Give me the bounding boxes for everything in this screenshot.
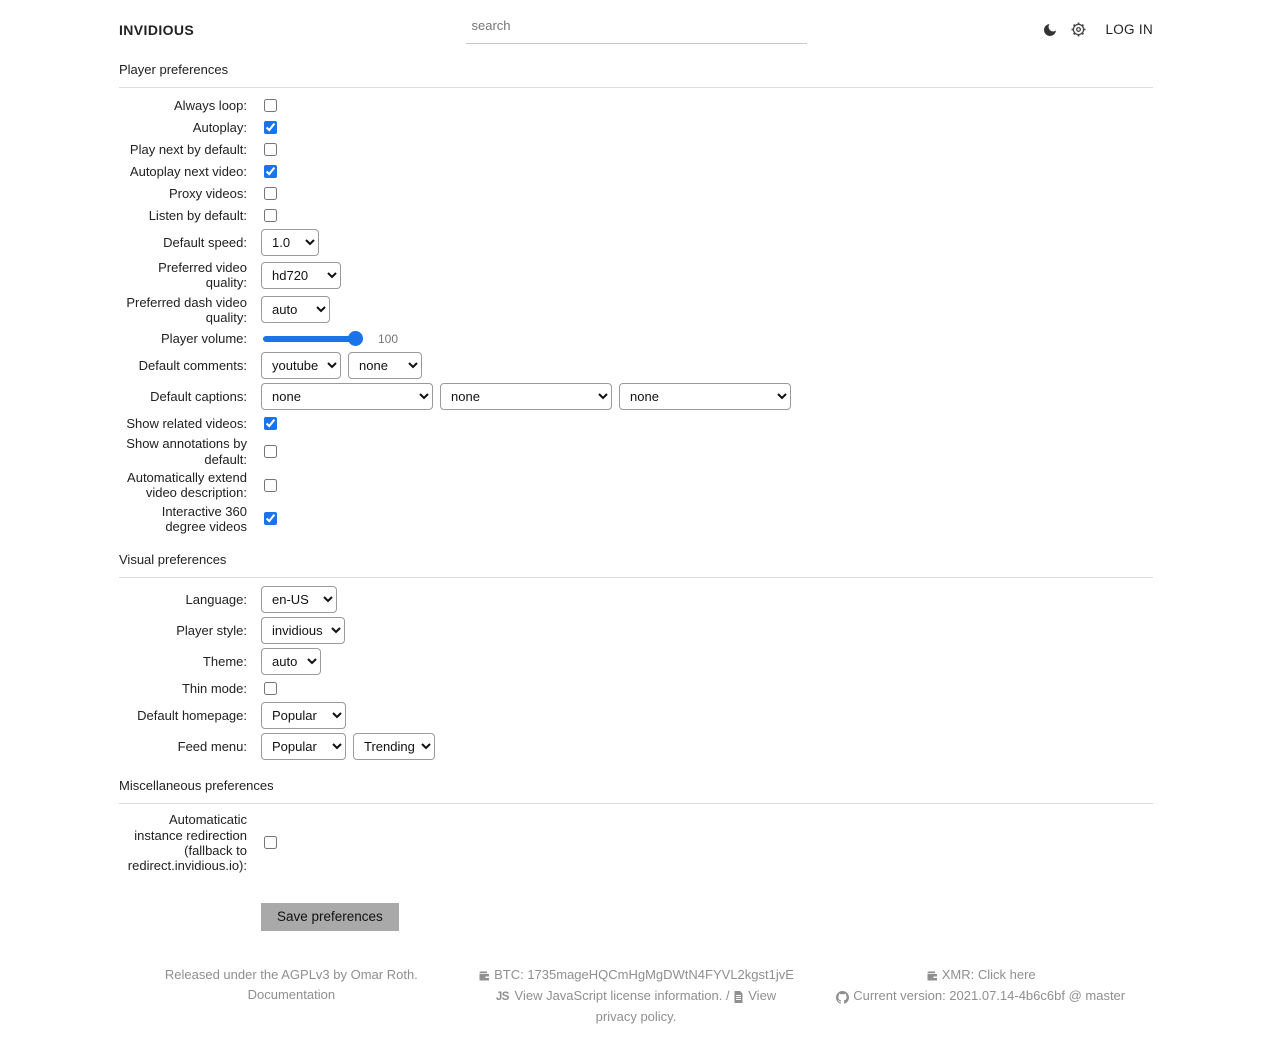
pref-row-theme bbox=[119, 648, 1153, 675]
preferences-form bbox=[119, 96, 1153, 931]
navbar-right bbox=[807, 21, 1154, 38]
preferences-gear-icon[interactable] bbox=[1070, 21, 1087, 38]
agpl-license-text: Released under the AGPLv3 by Omar Roth. bbox=[164, 966, 418, 982]
pref-row-always-loop bbox=[119, 96, 1153, 115]
default-captions-select-1[interactable] bbox=[261, 383, 433, 410]
page-container bbox=[119, 0, 1153, 1043]
default-comments-select-2[interactable] bbox=[348, 352, 422, 379]
video-quality-label: Preferred video quality: bbox=[158, 260, 247, 291]
pref-row-default-homepage bbox=[119, 702, 1153, 729]
autoplay-next-label: Autoplay next video: bbox=[129, 163, 247, 179]
dash-quality-label: Preferred dash video quality: bbox=[126, 294, 247, 325]
play-next-label: Play next by default: bbox=[129, 141, 247, 157]
play-next-checkbox[interactable] bbox=[264, 143, 277, 156]
proxy-videos-label: Proxy videos: bbox=[168, 185, 247, 201]
dark-mode-moon-icon[interactable] bbox=[1042, 22, 1058, 38]
pref-row-default-comments bbox=[119, 352, 1153, 379]
default-speed-label: Default speed: bbox=[163, 234, 247, 250]
language-label: Language: bbox=[185, 592, 247, 608]
player-volume-value: 100 bbox=[378, 331, 399, 346]
auto-redirect-label: Automaticatic instance redirection (fallback to redirect.invidious.io): bbox=[127, 812, 247, 874]
search-input[interactable] bbox=[466, 15, 807, 44]
default-homepage-select[interactable] bbox=[261, 702, 346, 729]
pref-row-thin-mode bbox=[119, 679, 1153, 698]
footer-left bbox=[119, 965, 464, 1027]
default-captions-label: Default captions: bbox=[150, 389, 247, 405]
autoplay-checkbox[interactable] bbox=[264, 121, 277, 134]
autoplay-next-checkbox[interactable] bbox=[264, 165, 277, 178]
pref-row-play-next bbox=[119, 140, 1153, 159]
pref-row-default-speed bbox=[119, 229, 1153, 256]
default-comments-label: Default comments: bbox=[138, 358, 247, 374]
related-videos-label: Show related videos: bbox=[126, 416, 247, 432]
pref-row-autoplay bbox=[119, 118, 1153, 137]
js-license-link[interactable]: View JavaScript license information. bbox=[514, 987, 723, 1003]
listen-default-checkbox[interactable] bbox=[264, 209, 277, 222]
player-volume-slider[interactable] bbox=[263, 336, 363, 342]
thin-mode-label: Thin mode: bbox=[181, 681, 247, 697]
pref-row-language bbox=[119, 586, 1153, 613]
privacy-document-icon bbox=[733, 987, 744, 1007]
section-title-misc-preferences: Miscellaneous preferences bbox=[119, 778, 1153, 804]
pref-row-default-captions bbox=[119, 383, 1153, 410]
pref-row-listen-default bbox=[119, 206, 1153, 225]
annotations-label: Show annotations by default: bbox=[126, 436, 247, 467]
related-videos-checkbox[interactable] bbox=[264, 417, 277, 430]
feed-menu-label: Feed menu: bbox=[177, 739, 247, 755]
pref-row-autoplay-next bbox=[119, 162, 1153, 181]
listen-default-label: Listen by default: bbox=[148, 207, 247, 223]
footer-right bbox=[808, 965, 1153, 1027]
pref-row-video-quality bbox=[119, 260, 1153, 291]
feed-menu-select-1[interactable] bbox=[261, 733, 346, 760]
video-quality-select[interactable] bbox=[261, 262, 341, 289]
proxy-videos-checkbox[interactable] bbox=[264, 187, 277, 200]
default-captions-select-3[interactable] bbox=[619, 383, 791, 410]
feed-menu-select-2[interactable] bbox=[353, 733, 435, 760]
javascript-icon: JS bbox=[495, 990, 509, 1003]
section-title-player-preferences: Player preferences bbox=[119, 62, 1153, 88]
dash-quality-select[interactable] bbox=[261, 296, 330, 323]
pref-row-extend-description bbox=[119, 470, 1153, 501]
extend-description-label: Automatically extend video description: bbox=[127, 469, 247, 501]
default-speed-select[interactable] bbox=[261, 229, 319, 256]
pref-row-player-style bbox=[119, 617, 1153, 644]
player-style-select[interactable] bbox=[261, 617, 345, 644]
wallet-icon bbox=[478, 966, 490, 986]
brand-link[interactable]: INVIDIOUS bbox=[119, 21, 195, 38]
xmr-link[interactable]: Click here bbox=[977, 966, 1036, 982]
default-captions-select-2[interactable] bbox=[440, 383, 612, 410]
annotations-checkbox[interactable] bbox=[264, 445, 277, 458]
login-link[interactable]: LOG IN bbox=[1105, 22, 1153, 37]
theme-select[interactable] bbox=[261, 648, 321, 675]
navbar-center bbox=[466, 15, 807, 44]
default-captions-controls bbox=[261, 383, 791, 410]
pref-row-360-videos bbox=[119, 504, 1153, 535]
pref-row-related-videos bbox=[119, 414, 1153, 433]
pref-row-proxy-videos bbox=[119, 184, 1153, 203]
save-preferences-button[interactable]: Save preferences bbox=[261, 903, 399, 931]
autoplay-label: Autoplay: bbox=[192, 119, 247, 135]
language-select[interactable] bbox=[261, 586, 337, 613]
navbar bbox=[119, 0, 1153, 44]
wallet-icon bbox=[926, 966, 938, 986]
xmr-label: XMR: bbox=[941, 966, 975, 982]
github-icon bbox=[836, 987, 849, 1007]
documentation-link[interactable]: Documentation bbox=[247, 986, 336, 1002]
pref-row-player-volume bbox=[119, 329, 1153, 348]
always-loop-checkbox[interactable] bbox=[264, 99, 277, 112]
pref-row-feed-menu bbox=[119, 733, 1153, 760]
section-title-visual-preferences: Visual preferences bbox=[119, 552, 1153, 578]
pref-row-annotations bbox=[119, 436, 1153, 467]
default-comments-select-1[interactable] bbox=[261, 352, 341, 379]
thin-mode-checkbox[interactable] bbox=[264, 682, 277, 695]
vr360-checkbox[interactable] bbox=[264, 512, 277, 525]
vr360-label: Interactive 360 degree videos bbox=[161, 503, 247, 534]
pref-row-auto-redirect bbox=[119, 812, 1153, 873]
feed-menu-controls bbox=[261, 733, 435, 760]
player-volume-label: Player volume: bbox=[161, 331, 247, 347]
privacy-policy-link[interactable]: View privacy policy. bbox=[595, 987, 777, 1024]
navbar-left bbox=[119, 22, 466, 38]
extend-description-checkbox[interactable] bbox=[264, 479, 277, 492]
default-comments-controls bbox=[261, 352, 422, 379]
footer-separator: / bbox=[726, 987, 730, 1003]
always-loop-label: Always loop: bbox=[174, 97, 247, 113]
version-text: Current version: 2021.07.14-4b6c6bf @ master bbox=[853, 987, 1126, 1003]
auto-redirect-checkbox[interactable] bbox=[264, 836, 277, 849]
footer-middle bbox=[464, 965, 809, 1027]
btc-address-text: BTC: 1735mageHQCmHgMgDWtN4FYVL2kgst1jvE bbox=[494, 966, 794, 982]
theme-label: Theme: bbox=[202, 654, 247, 670]
player-style-label: Player style: bbox=[176, 623, 247, 639]
footer bbox=[119, 965, 1153, 1043]
pref-row-dash-quality bbox=[119, 295, 1153, 326]
default-homepage-label: Default homepage: bbox=[137, 708, 247, 724]
